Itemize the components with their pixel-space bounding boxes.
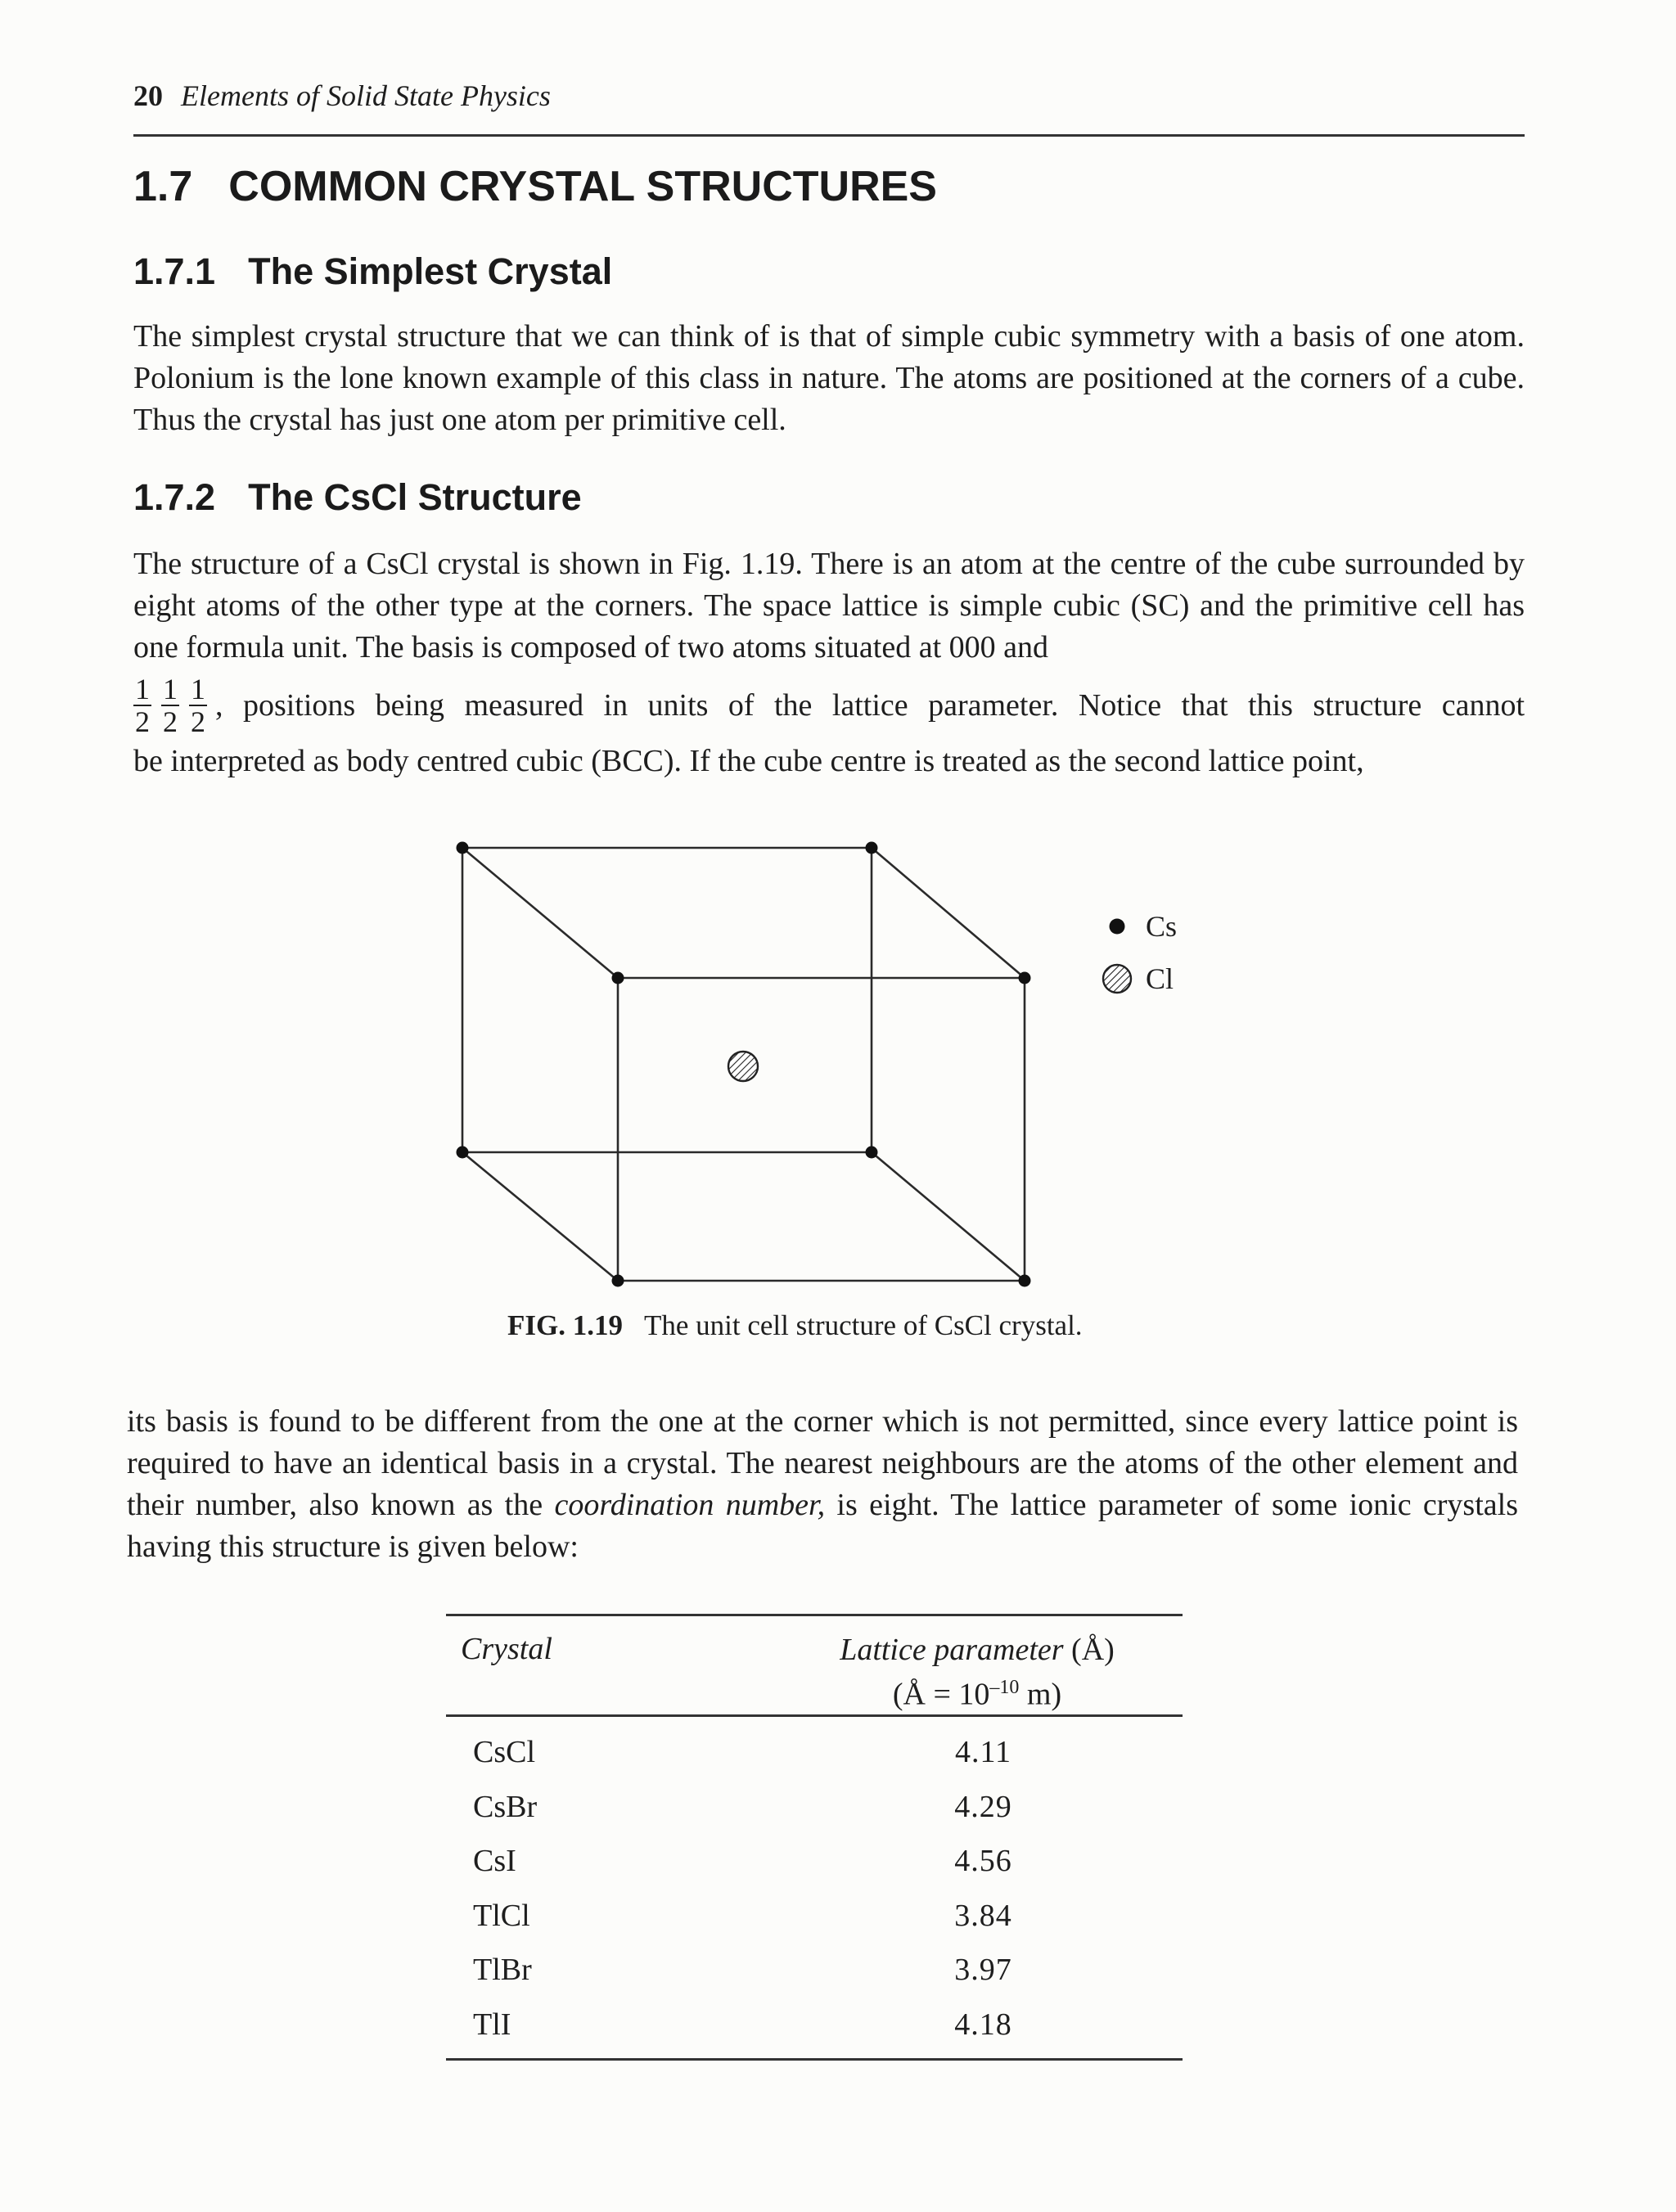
cell-lattice-parameter: 3.84	[954, 1898, 1012, 1933]
table-bottom-rule	[446, 2058, 1183, 2061]
table-row	[446, 1725, 1183, 1780]
running-head	[133, 79, 1525, 113]
legend-item-cs	[1106, 900, 1177, 953]
solid-dot-icon	[1106, 916, 1128, 937]
paragraph-text: The simplest crystal structure that we can think of is that of simple cubic symmetry with a basis of one atom. Polonium is the lone known example of this class in nature. The atoms are positioned at the corners of a cube. Thus the crystal has just one atom per primitive cell.	[133, 319, 1525, 437]
table-body	[446, 1717, 1183, 2058]
fraction: $\frac{1}{2}$	[135, 673, 150, 738]
subsection-title: The CsCl Structure	[248, 476, 582, 518]
cs-atom	[457, 1147, 469, 1159]
paragraph-cscl-structure	[133, 543, 1525, 782]
cs-atom	[1019, 972, 1031, 984]
legend-label: Cl	[1146, 962, 1174, 995]
subsection-title: The Simplest Crystal	[248, 250, 613, 292]
table-row	[446, 1943, 1183, 1998]
subsection-heading-2	[133, 476, 582, 519]
cs-atom	[866, 842, 878, 854]
subsection-number: 1.7.2	[133, 476, 216, 518]
caption-text: The unit cell structure of CsCl crystal.	[643, 1309, 1083, 1341]
cell-crystal: CsBr	[473, 1789, 538, 1824]
cube-edge	[872, 848, 1025, 978]
paragraph-continuation	[127, 1401, 1518, 1568]
paragraph-simplest-crystal	[133, 316, 1525, 441]
cell-lattice-parameter: 4.29	[954, 1789, 1012, 1824]
figure-caption	[507, 1309, 1083, 1342]
paragraph-text: its basis is found to be different from the one at the corner which is not permitted, since every lattice point is required to have an identical basis in a crystal. The nearest neighbours are the atoms of the other element and their number, also known as the coordination number, is eight. The lattice parameter of some ionic crystals having this structure is given below:	[127, 1404, 1518, 1564]
cell-crystal: TlI	[473, 2007, 511, 2042]
table-row	[446, 1834, 1183, 1889]
cs-atom	[866, 1147, 878, 1159]
subsection-number: 1.7.1	[133, 250, 216, 292]
column-header-lattice-parameter: Lattice parameter (Å) (Å = $10^{-10}$ m)	[840, 1633, 1115, 1712]
column-header-crystal: Crystal	[461, 1632, 552, 1666]
cell-crystal: CsCl	[473, 1735, 536, 1770]
legend-label: Cs	[1146, 910, 1178, 943]
paragraph-text: be interpreted as body centred cubic (BCC). If the cube centre is treated as the second lattice point,	[133, 744, 1364, 778]
lattice-parameter-table	[446, 1614, 1183, 2061]
table-row	[446, 1780, 1183, 1835]
cs-atom	[612, 972, 624, 984]
cl-atom	[728, 1052, 758, 1081]
cube-edge	[462, 1152, 618, 1281]
term-coordination-number: coordination number,	[554, 1488, 826, 1522]
cube-edge	[872, 1152, 1025, 1281]
header-rule	[133, 134, 1525, 137]
section-title: COMMON CRYSTAL STRUCTURES	[228, 163, 937, 210]
subsection-heading-1	[133, 250, 612, 293]
section-number: 1.7	[133, 163, 193, 210]
cell-lattice-parameter: 4.18	[954, 2007, 1012, 2042]
cell-lattice-parameter: 4.11	[954, 1735, 1012, 1770]
table-header	[446, 1616, 1183, 1714]
figure-label: FIG. 1.19	[507, 1309, 623, 1341]
hatched-circle-icon	[1101, 962, 1133, 995]
table-row	[446, 1889, 1183, 1944]
cell-lattice-parameter: 3.97	[954, 1953, 1012, 1988]
cs-atom	[457, 842, 469, 854]
paragraph-text: The structure of a CsCl crystal is shown in Fig. 1.19. There is an atom at the centre of the cube surrounded by eight atoms of the other type at the corners. The space lattice is simple cubic (SC) and the primitive cell has one formula unit. The basis is composed of two atoms situated at 000 and	[133, 547, 1525, 665]
paragraph-text: , positions being measured in units of the lattice parameter. Notice that this structure cannot	[215, 687, 1525, 723]
figure-legend	[1106, 900, 1177, 1005]
section-heading	[133, 162, 937, 211]
page-number: 20	[133, 79, 163, 112]
cube-edge	[462, 848, 618, 978]
fraction-half-half-half	[133, 674, 207, 737]
cs-atom	[1019, 1275, 1031, 1287]
cell-lattice-parameter: 4.56	[954, 1844, 1012, 1879]
fraction-line	[133, 674, 1525, 737]
book-title: Elements of Solid State Physics	[181, 79, 551, 112]
cs-atom	[612, 1275, 624, 1287]
table-row	[446, 1998, 1183, 2052]
legend-item-cl	[1106, 953, 1177, 1005]
cell-crystal: TlBr	[473, 1953, 532, 1988]
fraction: $\frac{1}{2}$	[163, 673, 178, 738]
cell-crystal: TlCl	[473, 1898, 530, 1933]
cell-crystal: CsI	[473, 1844, 516, 1879]
fraction: $\frac{1}{2}$	[191, 673, 205, 738]
